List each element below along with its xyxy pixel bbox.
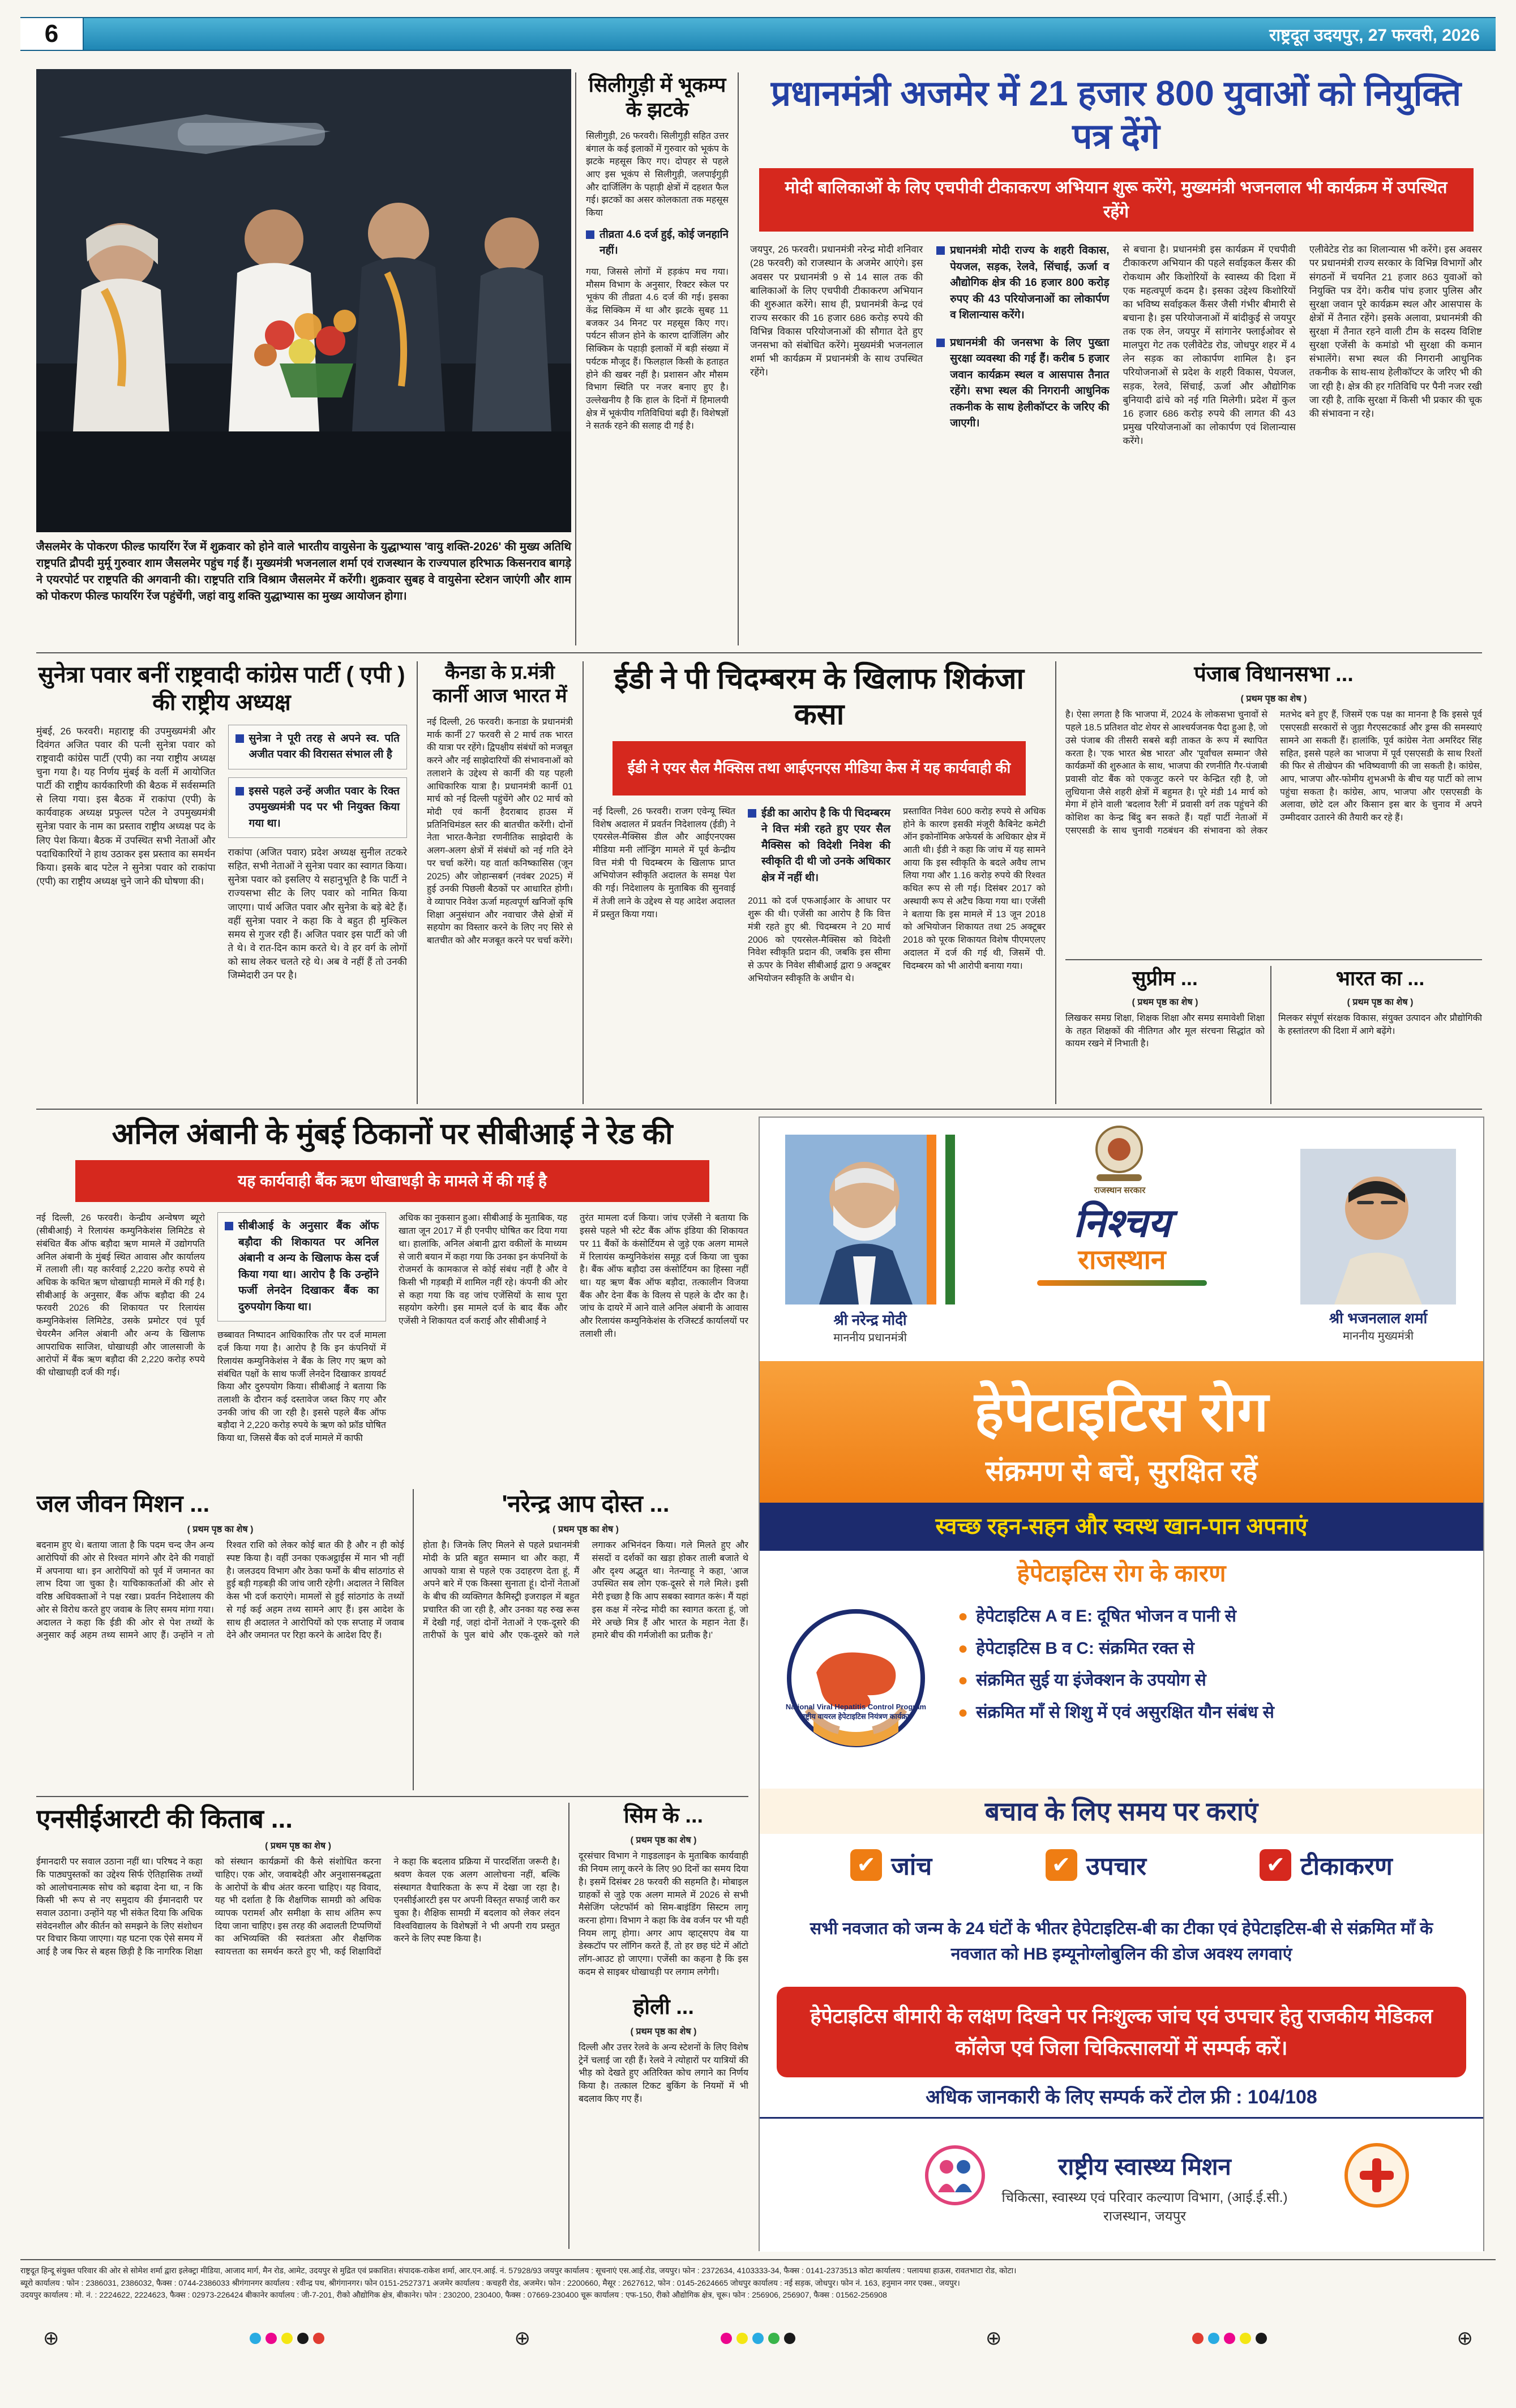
arrow-bullet-icon: ●	[958, 1639, 969, 1658]
column-rule	[417, 661, 418, 1104]
newborn-note-text: सभी नवजात को जन्म के 24 घंटों के भीतर हेपेटाइटिस-बी का टीका एवं हेपेटाइटिस-बी से संक्रमित माँ के नवजात को HB इम्यूनोग्लोबुलिन की डोज अवश्य लगवाएं	[810, 1919, 1433, 1964]
rajasthan-govt-emblem	[1085, 1122, 1153, 1184]
ambani-headline: अनिल अंबानी के मुंबई ठिकानों पर सीबीआई ने रेड की	[112, 1118, 673, 1150]
article-ncert	[36, 1803, 560, 2249]
health-dept-logo	[1343, 2141, 1411, 2209]
check-label: टीकाकरण	[1300, 1853, 1393, 1880]
cm-photo	[1300, 1149, 1456, 1304]
bullet-square-icon	[586, 230, 594, 239]
ambani-highlight: सीबीआई के अनुसार बैंक ऑफ बड़ौदा की शिकायत पर अनिल अंबानी व अन्य के खिलाफ केस दर्ज किया गया था। आरोप है कि उन्होंने फर्जी लेनदेन दिखाकर बैंक का दुरुपयोग किया था।	[238, 1220, 379, 1313]
bullet-square-icon	[235, 787, 244, 795]
article-canada	[427, 661, 573, 1104]
color-dot	[768, 2333, 780, 2344]
causes-title: हेपेटाइटिस रोग के कारण	[1017, 1560, 1226, 1586]
registration-mark: ⊕	[986, 2328, 1002, 2349]
cause-text: हेपेटाइटिस A व E: दूषित भोजन व पानी से	[976, 1607, 1236, 1626]
ad-tollfree: अधिक जानकारी के लिए सम्पर्क करें टोल फ्री : 104/108	[926, 2086, 1317, 2108]
narendra-headline: 'नरेन्द्र आप दोस्त ...	[502, 1490, 670, 1517]
ncert-body: ईमानदारी पर सवाल उठाना नहीं था। परिषद ने कहा कि पाठ्यपुस्तकों का उद्देश्य सिर्फ ऐतिहासिक तथ्यों को आलोचनात्मक सोच को बढ़ावा देना था, न कि किसी भी रूप से नए समुदाय की ईमानदारी पर सवाल उठाना। उन्होंने यह भी संकेत दिया कि अधिक संवेदनशील और कीर्तन को समझने के लिए संशोधन पर विचार किया जाएगा। यह घटना एक ऐसे समय में आई है जब फिर से बहस छिड़ी है कि नागरिक शिक्षा को संस्थान कार्यक्रमों की कैसे संशोधित करना चाहिए। एक ओर, जवाबदेही और अनुशासनबद्धता के आरोपों के बीच अंतर करना चाहिए। यह विवाद, यह भी दर्शाता है कि शैक्षणिक सामग्री को अधिक व्यापक परामर्श और समीक्षा के साथ अंतिम रूप दिया जाना चाहिए। इस तरह की अदालती टिप्पणियों का अभिव्यक्ति की स्वतंत्रता और शैक्षणिक स्वायत्तता का समर्थन करते हुए भी, कई शिक्षाविदों ने कहा कि बदलाव प्रक्रिया में पारदर्शिता जरूरी है। श्रवण केवल एक अलग आलोचना नहीं, बल्कि संस्थागत वैचारिकता के रूप में देखा जा रहा है। एनसीईआरटी इस पर अपनी विस्तृत सफाई जारी कर चुका है। शैक्षिक सामग्री में बदलाव को लेकर लंदन विश्वविद्यालय के विशेषज्ञों ने भी अपनी राय प्रस्तुत करने के लिए स्पष्ट किया है।	[36, 1857, 560, 1957]
punjab-headline: पंजाब विधानसभा ...	[1194, 662, 1354, 686]
cause-text: संक्रमित माँ से शिशु में एवं असुरक्षित यौन संबंध से	[976, 1703, 1274, 1722]
masthead-title: राष्ट्रदूत उदयपुर, 27 फरवरी, 2026	[1269, 25, 1480, 45]
ad-newborn-note	[760, 1899, 1483, 1984]
photo-caption: जैसलमेर के पोकरण फील्ड फायरिंग रेंज में शुक्रवार को होने वाले भारतीय वायुसेना के युद्धाभ्यास 'वायु शक्ति-2026' की मुख्य अतिथि राष्ट्रपति द्रौपदी मुर्मू गुरुवार शाम जैसलमेर पहुंच गई हैं। मुख्यमंत्री भजनलाल शर्मा एवं राजस्थान के राज्यपाल हरिभाऊ किसनराव बागड़े ने एयरपोर्ट पर राष्ट्रपति की अगवानी की। राष्ट्रपति रात्रि विश्राम जैसलमेर में करेंगी। शुक्रवार सुबह वे वायुसेना स्टेशन जाएंगी और शाम को पोकरण फील्ड फायरिंग रेंज पहुंचेंगी, जहां वायु शक्ति युद्धाभ्यास का मुख्य आयोजन होगा।	[36, 541, 571, 602]
ed-highlight: ईडी का आरोप है कि पी चिदम्बरम ने वित्त मंत्री रहते हुए एयर सैल मैक्सिस को विदेशी निवेश की स्वीकृति दी थी जो उनके अधिकार क्षेत्र में नहीं थी।	[761, 807, 890, 884]
bharat-headline: भारत का ...	[1335, 966, 1425, 990]
supreme-body: लिखकर समग्र शिक्षा, शिक्षक शिक्षा और समग्र समावेशी शिक्षा के तहत शिक्षकों की नीतिगत और मूल संरचना सिद्धांत को कायम रखने में निभाती है।	[1065, 1013, 1265, 1049]
ed-col-1: नई दिल्ली, 26 फरवरी। राजग एवेन्यू स्थित विशेष अदालत में प्रवर्तन निदेशालय (ईडी) ने एयरसेल-मैक्सिस डील और आईएनएक्स मीडिया मनी लॉन्ड्रिंग मामले में पूर्व केन्द्रीय वित्त मंत्री पी चिदम्बरम के खिलाफ प्राप्त अभियोजन स्वीकृति अदालत के समक्ष पेश की गई। निदेशालय के मुताबिक की सुनवाई में तेजी लाने के उद्देश्य से यह आदेश अदालत में प्रस्तुत किया गया।	[593, 806, 735, 919]
bullet-square-icon	[936, 339, 945, 347]
ad-help-box: हेपेटाइटिस बीमारी के लक्षण दिखने पर निःशुल्क जांच एवं उपचार हेतु राजकीय मेडिकल कॉलेज एवं जिला चिकित्सालयों में सम्पर्क करें।	[777, 1987, 1466, 2077]
nvhcp-logo	[782, 1605, 930, 1763]
cause-item	[958, 1605, 1462, 1628]
siliguri-highlight: तीव्रता 4.6 दर्ज हुई, कोई जनहानि नहीं।	[599, 228, 729, 257]
bharat-continued-note: ( प्रथम पृष्ठ का शेष )	[1347, 997, 1414, 1007]
ambani-col-4: तुरंत मामला दर्ज किया। जांच एजेंसी ने बताया कि इससे पहले भी स्टेट बैंक ऑफ इंडिया की शिकायत पर 11 बैंकों के कंसोर्टियम से जुड़े एक अलग मामले में रिलायंस कम्युनिकेशंस समूह दर्ज किया जा चुका है। बैंक ऑफ बड़ौदा उस कंसोर्टियम का हिस्सा नहीं था। यह ऋण बैंक ऑफ बड़ौदा, तत्कालीन विजया बैंक और देना बैंक के विलय से पहले के दौर का है। जांच के दायरे में आने वाले अनिल अंबानी के आवास और रिलायंस कम्युनिकेशंस के रजिस्टर्ड कार्यालयों पर तलाशी ली।	[580, 1213, 748, 1339]
nhm-logo	[924, 2144, 986, 2206]
nhm-caption	[997, 2150, 1292, 2225]
color-dot	[736, 2333, 748, 2344]
ed-headline: ईडी ने पी चिदम्बरम के खिलाफ शिकंजा कसा	[614, 662, 1024, 732]
campaign-swoosh	[1037, 1280, 1207, 1286]
ncert-continued-note: ( प्रथम पृष्ठ का शेष )	[265, 1841, 331, 1851]
supreme-headline: सुप्रीम ...	[1132, 966, 1198, 990]
ed-col-2: 2011 को दर्ज एफआईआर के आधार पर शुरू की थी। एजेंसी का आरोप है कि वित्त मंत्री रहते हुए श्री. चिदम्बरम ने 20 मार्च 2006 को एयरसेल-मैक्सिस को विदेशी निवेश स्वीकृति प्रदान की, जबकि इस सीमा से ऊपर के निवेश सीबीआई द्वारा 9 अक्टूबर अभियोजन स्वीकृति के अधीन थे।	[748, 896, 890, 983]
jal-body: बदनाम हुए थे। बताया जाता है कि पदम चन्द जैन अन्य आरोपियों की ओर से रिश्वत मांगने और देने की गवाहों में अपनाया था। इन आरोपियों को पूर्व में जमानत का लाभ दिया जा चुका है। याचिकाकर्ताओं की ओर से वरिष्ठ अधिवक्ताओं ने पक्ष रखा। प्रवर्तन निदेशालय की ओर से विरोध करते हुए जवाब के लिए समय मांगा गया। अदालत ने कहा कि ईडी की ओर से पेश तथ्यों के अनुसार कई अहम तथ्य सामने आए हैं। उन्होंने न तो रिश्वत राशि को लेकर कोई बात की है और न ही कोई स्पष्ट किया है। वहीं उनका एकअट्ठाईस में मान भी नहीं है। जलउदय विभाग और ठेका फर्मों के बीच सांठगांठ से हुई बड़ी गड़बड़ी की जांच जारी रहेगी। अदालत ने सिविल केस भी दर्ज कराएंगे। मामलों से हुई सांठगांठ के तथ्यों से गई कई अहम तथ्य सामने आए हैं। इस आदेश के साथ ही अदालत ने आरोपियों को एक सप्ताह में जवाब देने और जमानत पर रिहा करने के आदेश दिए हैं।	[36, 1541, 404, 1641]
sunetra-body-2: राकांपा (अजित पवार) प्रदेश अध्यक्ष सुनील तटकरे सहित, सभी नेताओं ने सुनेत्रा पवार का स्वागत किया। सुनेत्रा पवार को इसलिए ये सहानुभूति है कि पार्टी ने राज्यसभा सीट के लिए पवार को नामित किया जाएगा। पार्थ अजित पवार और सुनेत्रा के बड़े बेटे हैं। वहीं सुनेत्रा पवार ने कहा कि वे बहुत ही मुश्किल समय से गुजर रही हैं। अजित पवार इस पार्टी को जी ते थे। वे रात-दिन काम करते थे। वे हर वर्ग के लोगों को साथ लेकर चलते रहे थे। अब वे नहीं हैं तो उनकी जिम्मेदारी उन पर है।	[228, 847, 407, 981]
color-bar	[718, 2333, 798, 2344]
column-rule	[575, 72, 576, 645]
pm-photo	[785, 1135, 955, 1304]
cause-text: संक्रमित सुई या इंजेक्शन के उपयोग से	[976, 1671, 1206, 1690]
cause-item	[958, 1669, 1462, 1692]
narendra-body: होता है। जिनके लिए मिलने से पहले प्रधानमंत्री मोदी के प्रति बहुत सम्मान था और कहा, मैं आपको यात्रा से पहले एक उदाहरण देता हूं, मैं अपने बारे में एक किस्सा सुनाता हूं। दोनों नेताओं के बीच की व्यक्तिगत कैमिस्ट्री इजराइल में बहुत प्रचारित की जा रही है, और उनका यह रुख रूस में देखी गई, जहां दोनों नेताओं ने एक-दूसरे की तारीफों के पुल बांधे और एक-दूसरे को गले लगाकर अभिनंदन किया। गले मिलते हुए और संसदों व दर्शकों का खड़ा होकर ताली बजाते थे और दृश्य अद्भुत था। नेतन्याहू ने कहा, 'आज उपस्थित सब लोग एक-दूसरे से गले मिले। इसी मेरी इच्छा है कि आप सबका स्वागत करूं। मैं यहां इस कक्ष में नरेन्द्र मोदी का स्वागत करता हूं, जो मेरे अच्छे मित्र हैं और भारत के महान नेता हैं। हमारे बीच की गर्मजोशी का प्रतीक है।'	[423, 1541, 748, 1641]
color-dot	[784, 2333, 795, 2344]
sim-headline: सिम के ...	[623, 1804, 704, 1828]
lead-bullet-1: प्रधानमंत्री मोदी राज्य के शहरी विकास, पेयजल, सड़क, रेलवे, सिंचाई, ऊर्जा व औद्योगिक क्षेत्र की 16 हजार 800 करोड़ रुपए की 43 परियोजनाओं का लोकार्पण व शिलान्यास करेंगे।	[950, 245, 1110, 322]
ed-col-3: प्रस्तावित निवेश 600 करोड़ रुपये से अधिक होने के कारण इसकी मंजूरी कैबिनेट कमेटी ऑन इकोनॉमिक अफेयर्स के अधिकार क्षेत्र में आती थी। ईडी ने कहा कि जांच में यह सामने आया कि इस स्वीकृति के बदले अवैध लाभ लिया गया और 1.16 करोड़ रुपये की रिश्वत कथित रूप से ली गई। दिसंबर 2017 को अस्थायी रूप से अटैच किया गया था। एजेंसी ने बताया कि इस मामले में 13 जून 2018 को अभियोजन शिकायत तथा 25 अक्टूबर 2018 को पूरक शिकायत विशेष पीएमएलए अदालत में दर्ज की गई थी, जिसमें पी. चिदम्बरम को भी आरोपी बनाया गया।	[903, 806, 1046, 971]
sim-continued-note: ( प्रथम पृष्ठ का शेष )	[630, 1836, 697, 1846]
sunetra-body-1: मुंबई, 26 फरवरी। महाराष्ट्र की उपमुख्यमंत्री और दिवंगत अजित पवार की पत्नी सुनेत्रा पवार को राष्ट्रवादी कांग्रेस पार्टी (एपी) का नया राष्ट्रीय अध्यक्ष चुना गया है। यह निर्णय मुंबई के वर्ली में आयोजित पार्टी की राष्ट्रीय कार्यकारिणी की बैठक में सर्वसम्मति से लिया गया। इस बैठक में राकांपा (एपी) के कार्यवाहक अध्यक्ष प्रफुल्ल पटेल ने उपमुख्यमंत्री सुनेत्रा पवार के नाम का प्रस्ताव राष्ट्रीय अध्यक्ष पद के लिए पेश किया। बैठक में उपस्थित सभी नेताओं और पदाधिकारियों ने हाथ उठाकर इस प्रस्ताव का समर्थन किया। इसके बाद पटेल ने सुनेत्रा पवार को राकांपा (एपी) का राष्ट्रीय अध्यक्ष चुने जाने की घोषणा की।	[36, 725, 216, 887]
ambani-col-2: छब्बावत निष्पादन आधिकारिक तौर पर दर्ज मामला दर्ज किया गया है। आरोप है कि इन कंपनियों में रिलायंस कम्युनिकेशंस ने बैंक के लिए गए ऋण को संबंधित पक्षों के साथ फर्जी लेनदेन दिखाकर डायवर्ट किया और दुरुपयोग किया। सीबीआई ने बताया कि तलाशी के दौरान कई दस्तावेज जब्त किए गए और उनकी जांच की जा रही है। इससे पहले बैंक ऑफ बड़ौदा ने 2,220 करोड़ रुपये के ऋण को फ्रॉड घोषित किया था, जिससे बैंक को दर्ज मामले में काफी	[217, 1331, 386, 1444]
holi-headline: होली ...	[633, 1995, 694, 2019]
article-lead	[750, 72, 1482, 647]
lead-headline: प्रधानमंत्री अजमेर में 21 हजार 800 युवाओं को नियुक्ति पत्र देंगे	[770, 74, 1462, 156]
section-rule	[1065, 959, 1482, 960]
prevention-title: बचाव के लिए समय पर कराएं	[984, 1797, 1258, 1826]
section-rule	[36, 652, 1482, 653]
bullet-square-icon	[748, 809, 756, 818]
sunetra-headline: सुनेत्रा पवार बनीं राष्ट्रवादी कांग्रेस पार्टी ( एपी ) की राष्ट्रीय अध्यक्ष	[38, 662, 405, 715]
color-dot	[1192, 2333, 1204, 2344]
color-dot	[721, 2333, 732, 2344]
column-rule	[568, 1803, 569, 2249]
campaign-line-1: निश्चय	[1073, 1201, 1171, 1245]
cm-name: श्री भजनलाल शर्मा	[1329, 1310, 1428, 1327]
lead-col-1: जयपुर, 26 फरवरी। प्रधानमंत्री नरेन्द्र मोदी शनिवार (28 फरवरी) को राजस्थान के अजमेर आएंगे। इस अवसर पर प्रधानमंत्री 9 से 14 साल तक की बालिकाओं के लिए एचपीवी टीकाकरण अभियान की शुरुआत करेंगे। साथ ही, प्रधानमंत्री केन्द्र एवं राज्य सरकार की 16 हजार 686 करोड़ रुपये की विभिन्न विकास परियोजनाओं की सौगात देते हुए जनसभा को संबोधित करेंगे। मुख्यमंत्री भजनलाल शर्मा भी कार्यक्रम में प्रधानमंत्री के साथ उपस्थित रहेंगे।	[750, 244, 923, 378]
print-marks-row	[20, 2324, 1496, 2353]
holi-continued-note: ( प्रथम पृष्ठ का शेष )	[630, 2026, 697, 2037]
cm-title: माननीय मुख्यमंत्री	[1342, 1330, 1414, 1342]
govt-label: राजस्थान सरकार	[1094, 1186, 1146, 1195]
ad-checks-row	[760, 1834, 1483, 1896]
bullet-square-icon	[235, 734, 244, 743]
color-dot	[1256, 2333, 1267, 2344]
registration-mark: ⊕	[43, 2328, 59, 2349]
check-label: उपचार	[1086, 1853, 1146, 1880]
disease-title: हेपेटाइटिस रोग	[974, 1380, 1269, 1443]
ambani-col-1: नई दिल्ली, 26 फरवरी। केन्द्रीय अन्वेषण ब्यूरो (सीबीआई) ने रिलायंस कम्युनिकेशंस लिमिटेड से संबंधित बैंक ऑफ बड़ौदा ऋण मामले में उद्योगपति अनिल अंबानी के मुंबई स्थित आवास और कार्यालय में तलाशी ली। यह कार्रवाई 2,220 करोड़ रुपये से अधिक के कथित ऋण धोखाधड़ी मामले में की गई है। सीबीआई के अनुसार, बैंक ऑफ बड़ौदा की 24 फरवरी 2026 की शिकायत पर रिलायंस कम्युनिकेशंस लिमिटेड, उसके प्रमोटर एवं पूर्व चेयरमैन अनिल अंबानी और अन्य के खिलाफ आपराधिक साजिश, धोखाधड़ी और जालसाजी के आरोपों में बैंक ऋण बड़ौदा की 2,220 करोड़ रुपये की धोखाधड़ी दर्ज की गई।	[36, 1213, 205, 1378]
jal-headline: जल जीवन मिशन ...	[36, 1490, 210, 1517]
footer-line: ब्यूरो कार्यालय : फोन : 2386031, 2386032, फैक्स : 0744-2386033 श्रीगंगानगर कार्यालय : रवीन्द्र पथ, श्रीगंगानगर। फोन 0151-2527371 अजमेर कार्यालय : कचहरी रोड, अजमेर। फोन : 2200660, मैसूर : 2627612, फोन : 0145-2624665 जोधपुर कार्यालय : नई सड़क, जोधपुर। फोन नं. 163, हनुमान नगर एक्स., जयपुर।	[20, 2278, 960, 2287]
jal-continued-note: ( प्रथम पृष्ठ का शेष )	[187, 1525, 254, 1535]
article-sim	[579, 1803, 748, 2249]
lead-col-3: से बचाना है। प्रधानमंत्री इस कार्यक्रम में एचपीवी टीकाकरण अभियान की पहले सर्वाइकल कैंसर की रोकथाम और किशोरियों के स्वास्थ्य की दिशा में एक महत्वपूर्ण कदम है। इसका उद्देश्य किशोरियों का भविष्य सर्वाइकल कैंसर जैसी गंभीर बीमारी से बचाना है। इस परियोजनाओं में बांदीकुई से जयपुर तक एक लेन, जयपुर में सांगानेर फ्लाईओवर से मालपुरा गेट तक एलीवेटेड रोड, जोधपुर शहर में 4 लेन सड़क का लोकार्पण शामिल है। इन परियोजनाओं से प्रदेश के शहरी विकास, पेयजल, सड़क, रेलवे, सिंचाई, ऊर्जा और औद्योगिक बुनियादी ढांचे को नई गति मिलेगी। प्रदेश में कुल 16 हजार 686 करोड़ रुपये की लागत की 43 प्रमुख परियोजनाओं का लोकार्पण एवं शिलान्यास करेंगे।	[1123, 244, 1296, 446]
cm-caption	[1300, 1307, 1456, 1343]
color-dot	[265, 2333, 277, 2344]
article-bharat	[1278, 966, 1482, 1104]
punjab-continued-note: ( प्रथम पृष्ठ का शेष )	[1240, 694, 1307, 704]
cause-item	[958, 1637, 1462, 1661]
hygiene-line: स्वच्छ रहन-सहन और स्वस्थ खान-पान अपनाएं	[935, 1514, 1308, 1539]
siliguri-headline: सिलीगुड़ी में भूकम्प के झटके	[588, 73, 726, 121]
cause-text: हेपेटाइटिस B व C: संक्रमित रक्त से	[976, 1639, 1194, 1658]
campaign-logo	[1009, 1203, 1235, 1286]
registration-mark: ⊕	[514, 2328, 530, 2349]
sim-body: दूरसंचार विभाग ने गाइडलाइन के मुताबिक कार्यवाही की नियम लागू करने के लिए 90 दिनों का समय दिया है। इसमें दिसंबर 28 फरवरी की सहमति है। मोबाइल ग्राहकों से जुड़े एक अलग मामले में 2026 से सभी मैसेजिंग प्लेटफॉर्म को सिम-बाइंडिंग सिस्टम लागू करना होगा। विभाग ने कहा कि वेब वर्जन पर भी यही नियम लागू होगा। अगर आप व्हाट्सएप वेब या डेस्कटॉप पर लॉगिन करते हैं, तो हर छह घंटे में ऑटो लॉग-आउट हो जाएगा। एजेंसी का कहना है कि इस कदम से साइबर धोखाधड़ी पर लगाम लगेगी।	[579, 1851, 748, 1977]
bharat-body: मिलकर संपूर्ण संरक्षक विकास, संयुक्त उत्पादन और प्रौद्योगिकी के हस्तांतरण की दिशा में आगे बढ़ेंगे।	[1278, 1013, 1482, 1036]
article-photo-story	[36, 69, 571, 647]
pm-name: श्री नरेन्द्र मोदी	[833, 1311, 907, 1328]
nhm-subtitle: चिकित्सा, स्वास्थ्य एवं परिवार कल्याण विभाग, (आई.ई.सी.) राजस्थान, जयपुर	[1001, 2190, 1288, 2224]
color-dot	[1240, 2333, 1251, 2344]
article-jal-jeevan	[36, 1489, 404, 1790]
ad-disease-band	[760, 1361, 1483, 1503]
lead-col-4: एलीवेटेड रोड का शिलान्यास भी करेंगे। इस अवसर पर प्रधानमंत्री राज्य सरकार के विभिन्न विभागों और संगठनों में चयनित 21 हजार 863 युवाओं को नियुक्ति पत्र देंगे। करीब पांच हजार पुलिस और सुरक्षा जवान पूरे कार्यक्रम स्थल और आसपास के क्षेत्रों में तैनात रहेंगे। इसके अलावा, प्रधानमंत्री की सुरक्षा में तैनात रहने वाली टीम के सदस्य विशिष्ट सुरक्षा एजेंसी के कमांडो भी सुरक्षा की कमान संभालेंगे। सभा स्थल की निगरानी आधुनिक तकनीक के साथ-साथ हेलीकॉप्टर के जरिए भी की जा रही है। क्षेत्र की हर गतिविधि पर पैनी नजर रखी जा रही है, ताकि सुरक्षा में किसी भी प्रकार की चूक की संभावना न रहे।	[1309, 244, 1482, 419]
ambani-subhead-bar: यह कार्यवाही बैंक ऋण धोखाधड़ी के मामले में की गई है	[75, 1160, 709, 1202]
column-rule	[738, 72, 739, 645]
arrow-bullet-icon: ●	[958, 1607, 969, 1626]
canada-body: नई दिल्ली, 26 फरवरी। कनाडा के प्रधानमंत्री मार्क कार्नी 27 फरवरी से 2 मार्च तक भारत की यात्रा पर रहेंगे। द्विपक्षीय संबंधों को मजबूत करने और नई साझेदारियों की संभावनाओं को तलाशने के उद्देश्य से कार्नी की यह पहली आधिकारिक यात्रा है। प्रधानमंत्री कार्नी 01 मार्च को नई दिल्ली पहुंचेंगे और 02 मार्च को मोदी एवं कार्नी हैदराबाद हाउस में प्रतिनिधिमंडल स्तर की बातचीत करेंगी। दोनों नेता भारत-कैनेडा रणनीतिक साझेदारी के अलग-अलग क्षेत्रों में संबंधों को नई गति देने पर चर्चा करेंगे। यह वार्ता कनिष्कासिस (जून 2025) और जोहान्सबर्ग (नवंबर 2025) में हुई उनकी पिछली बैठकों पर आधारित होगी। वे व्यापार निवेश ऊर्जा महत्वपूर्ण खनिजों कृषि शिक्षा अनुसंधान और नवाचार जैसे क्षेत्रों में सहयोग का विस्तार करने के लिए नए सिरे से बातचीत को और मजबूत करने पर चर्चा करेंगे।	[427, 717, 573, 946]
column-rule	[413, 1489, 414, 1790]
canada-headline: कैनडा के प्र.मंत्री कार्नी आज भारत में	[432, 662, 567, 707]
pm-caption	[785, 1309, 955, 1345]
pm-title: माननीय प्रधानमंत्री	[833, 1332, 907, 1344]
supreme-continued-note: ( प्रथम पृष्ठ का शेष )	[1132, 997, 1198, 1007]
check-item-vaccination	[1260, 1848, 1392, 1882]
check-icon: ✔	[1046, 1849, 1077, 1881]
disease-subtitle: संक्रमण से बचें, सुरक्षित रहें	[985, 1455, 1258, 1487]
color-dot	[297, 2333, 309, 2344]
section-rule	[36, 1109, 1482, 1110]
sunetra-bullet-1: सुनेत्रा ने पूरी तरह से अपने स्व. पति अजीत पवार की विरासत संभाल ली है	[249, 732, 400, 761]
punjab-body: है। ऐसा लगता है कि भाजपा में, 2024 के लोकसभा चुनावों से पहले 18.5 प्रतिशत वोट शेयर से आश्चर्यजनक पैदा हुआ है, जो उसे पंजाब की तीसरी सबसे बड़ी ताकत के रूप में स्थापित करता है। 'एक भारत श्रेष्ठ भारत' और 'पूर्वांचल सम्मान' जैसे कार्यक्रमों की शुरुआत के साथ, भाजपा की रणनीति गैर-पंजाबी प्रवासी वोट बैंक को एकजुट करने पर केन्द्रित रही है, जो लुधियाना जैसे शहरी क्षेत्रों में बहुमत है। पूरे मंडी 14 मार्च को मेगा में होने वाली 'बदलाव रैली' में प्रवासी वर्ग तक पहुंचने की कोशिश का केन्द्र बिंदु बन सकते हैं। यहाँ पार्टी नेताओं में एसएसडी के साथ चुनावी गठबंधन की संभावना को लेकर मतभेद बने हुए हैं, जिसमें एक पक्ष का मानना है कि इससे पूर्व एसएसडी सरकारों से जुड़ा गैरएसटकार्ड और ड्रग्स की समस्याएं सामने आ सकती हैं। हालांकि, पूर्व कांग्रेस नेता अमरिंदर सिंह सहित, इससे पहले का भाजपा में पूर्व एसएसडी के साथ रिश्तों की फिर से तीखेपन की भविष्यवाणी की जा सकती है। कांग्रेस, आप, भाजपा और-फोमीय शुभअभी के बीच यह पार्टी को लाभ पहुंचा सकता है। कांग्रेस, आप, भाजपा और एसएसडी के अलावा, छोटे दल और किसान इस बार के चुनाव में अपने उम्मीदवार उतारने की तैयारी कर रहे हैं।	[1065, 710, 1482, 836]
article-narendra-dost	[423, 1489, 748, 1790]
article-siliguri	[586, 72, 729, 645]
article-ambani	[36, 1117, 748, 1479]
page-number: 6	[20, 18, 84, 50]
ncert-headline: एनसीईआरटी की किताब ...	[36, 1804, 293, 1833]
registration-mark: ⊕	[1457, 2328, 1473, 2349]
ambani-col-3: अधिक का नुकसान हुआ। सीबीआई के मुताबिक, यह खाता जून 2017 में ही एनपीए घोषित कर दिया गया था। हालांकि, अनिल अंबानी द्वारा वकीलों के माध्यम से जारी बयान में कहा गया कि उनका इन कंपनियों के रोजमर्रा के कामकाज से कोई संबंध नहीं है और वे किसी भी गड़बड़ी में शामिल नहीं रहे। कंपनी की ओर से कहा गया कि वह जांच एजेंसियों के साथ पूरा सहयोग करेगी। इस मामले दर्ज के बाद बैंक और एजेंसी ने शिकायत दर्ज कराई और सीबीआई ने	[399, 1213, 567, 1327]
program-logo-en: National Viral Hepatitis Control Program	[785, 1703, 927, 1711]
health-advertisement	[759, 1117, 1484, 2251]
sunetra-bullet-2: इससे पहले उन्हें अजीत पवार के रिक्त उपमुख्यमंत्री पद पर भी नियुक्त किया गया था।	[249, 785, 400, 829]
ad-causes-area	[760, 1551, 1483, 1789]
column-rule	[1055, 661, 1056, 1104]
ed-subhead-bar: ईडी ने एयर सैल मैक्सिस तथा आईएनएस मीडिया केस में यह कार्यवाही की	[613, 741, 1026, 795]
footer-rule	[20, 2259, 1496, 2260]
color-dot	[1208, 2333, 1219, 2344]
check-label: जांच	[891, 1853, 932, 1880]
check-item-test	[850, 1848, 932, 1882]
color-bar	[247, 2333, 327, 2344]
bullet-square-icon	[936, 246, 945, 255]
column-rule	[583, 661, 584, 1104]
article-sunetra	[36, 661, 407, 1104]
nhm-title: राष्ट्रीय स्वास्थ्य मिशन	[1058, 2153, 1231, 2180]
holi-body: दिल्ली और उत्तर रेलवे के अन्य स्टेशनों के लिए विशेष ट्रेनें चलाई जा रही हैं। रेलवे ने त्योहारों पर यात्रियों की भीड़ को देखते हुए अतिरिक्त कोच लगाने का निर्णय किया है। तत्काल टिकट बुकिंग के नियमों में भी बदलाव किए गए हैं।	[579, 2042, 748, 2104]
footer-line: उदयपुर कार्यालय : मो. नं. : 2224622, 2224623, फैक्स : 02973-226424 बीकानेर कार्यालय : जी-7-201, रीको औद्योगिक क्षेत्र, बीकानेर। फोन : 230200, 230400, फैक्स : 07669-230400 चूरू कार्यालय : एफ-150, रीको औद्योगिक क्षेत्र, चूरू। फोन : 256906, 256907, फैक्स : 01562-256908	[20, 2290, 887, 2300]
article-punjab	[1065, 661, 1482, 953]
narendra-continued-note: ( प्रथम पृष्ठ का शेष )	[553, 1525, 619, 1535]
color-dot	[752, 2333, 764, 2344]
article-ed	[593, 661, 1046, 1104]
color-dot	[1224, 2333, 1235, 2344]
color-dot	[313, 2333, 324, 2344]
program-logo-hi: राष्ट्रीय वायरल हेपेटाइटिस नियंत्रण कार्यक्रम	[800, 1712, 912, 1721]
check-item-treatment	[1046, 1848, 1146, 1882]
ad-header-area	[760, 1118, 1483, 1361]
lead-subhead-bar: मोदी बालिकाओं के लिए एचपीवी टीकाकरण अभियान शुरू करेंगे, मुख्यमंत्री भजनलाल भी कार्यक्रम में उपस्थित रहेंगे	[759, 168, 1474, 232]
color-dot	[250, 2333, 261, 2344]
arrow-bullet-icon: ●	[958, 1703, 969, 1722]
cause-item	[958, 1701, 1462, 1725]
check-icon: ✔	[850, 1849, 882, 1881]
masthead-strip	[20, 17, 1496, 51]
causes-list	[958, 1596, 1462, 1733]
footer-line: राष्ट्रदूत हिन्दू संयुक्त परिवार की ओर से सोमेश शर्मा द्वारा इलेक्ट्रा मीडिया, आजाद मार्ग, मैन रोड, आमेट, उदयपुर से मुद्रित एवं प्रकाशित। संपादक-राकेश शर्मा, आर.एन.आई. नं. 57928/93 जयपुर कार्यालय : सूचनाएं एस.आई.रोड, जयपुर। फोन : 2372634, 4103333-34, फैक्स : 0141-2373513 कोटा कार्यालय : पलायथा हाऊस, रावतभाटा रोड, कोटा।	[20, 2266, 1017, 2275]
column-rule	[1270, 966, 1271, 1104]
siliguri-body-1: सिलीगुड़ी, 26 फरवरी। सिलीगुड़ी सहित उत्तर बंगाल के कई इलाकों में गुरुवार को भूकंप के झटके महसूस किए गए। दोपहर से पहले आए इस भूकंप से सिलीगुड़ी, जलपाईगुड़ी और दार्जिलिंग के पहाड़ी क्षेत्रों में दहशत फैल गई। झटकों का असर कोलकाता तक महसूस किया	[586, 131, 729, 219]
check-icon: ✔	[1260, 1849, 1291, 1881]
ad-prevention-band	[760, 1789, 1483, 1834]
ad-nhm-strip	[760, 2117, 1483, 2252]
color-bar	[1190, 2333, 1269, 2344]
ad-hygiene-band	[760, 1503, 1483, 1551]
bullet-square-icon	[225, 1222, 233, 1230]
footer-imprint	[20, 2265, 1496, 2302]
color-dot	[281, 2333, 293, 2344]
arrow-bullet-icon: ●	[958, 1671, 969, 1690]
siliguri-body-2: गया, जिससे लोगों में हड़कंप मच गया। मौसम विभाग के अनुसार, रिक्टर स्केल पर भूकंप की तीव्रता 4.6 दर्ज की गई। इसका केंद्र सिक्किम में था और झटके सुबह 11 बजकर 34 मिनट पर महसूस किए गए। पर्यटन सीजन होने के कारण दार्जिलिंग और सिक्किम के पहाड़ी इलाकों में बड़ी संख्या में पर्यटक मौजूद हैं। फिलहाल किसी के हताहत होने की खबर नहीं है। प्रशासन और मौसम विभाग स्थिति पर नजर बनाए हुए है। उल्लेखनीय है कि हाल के दिनों में हिमालयी क्षेत्र में भूकंपीय गतिविधियां बढ़ी हैं। विशेषज्ञों ने सतर्क रहने की सलाह दी गई है।	[586, 267, 729, 431]
article-supreme	[1065, 966, 1265, 1104]
news-photo	[36, 69, 571, 532]
lead-bullet-2: प्रधानमंत्री की जनसभा के लिए पुख्ता सुरक्षा व्यवस्था की गई हैं। करीब 5 हजार जवान कार्यक्रम स्थल व आसपास तैनात रहेंगे। सभा स्थल की निगरानी आधुनिक तकनीक के साथ हेलीकॉप्टर के जरिए की जाएगी।	[950, 336, 1110, 430]
campaign-line-2: राजस्थान	[1078, 1244, 1166, 1275]
section-rule	[36, 1796, 748, 1797]
